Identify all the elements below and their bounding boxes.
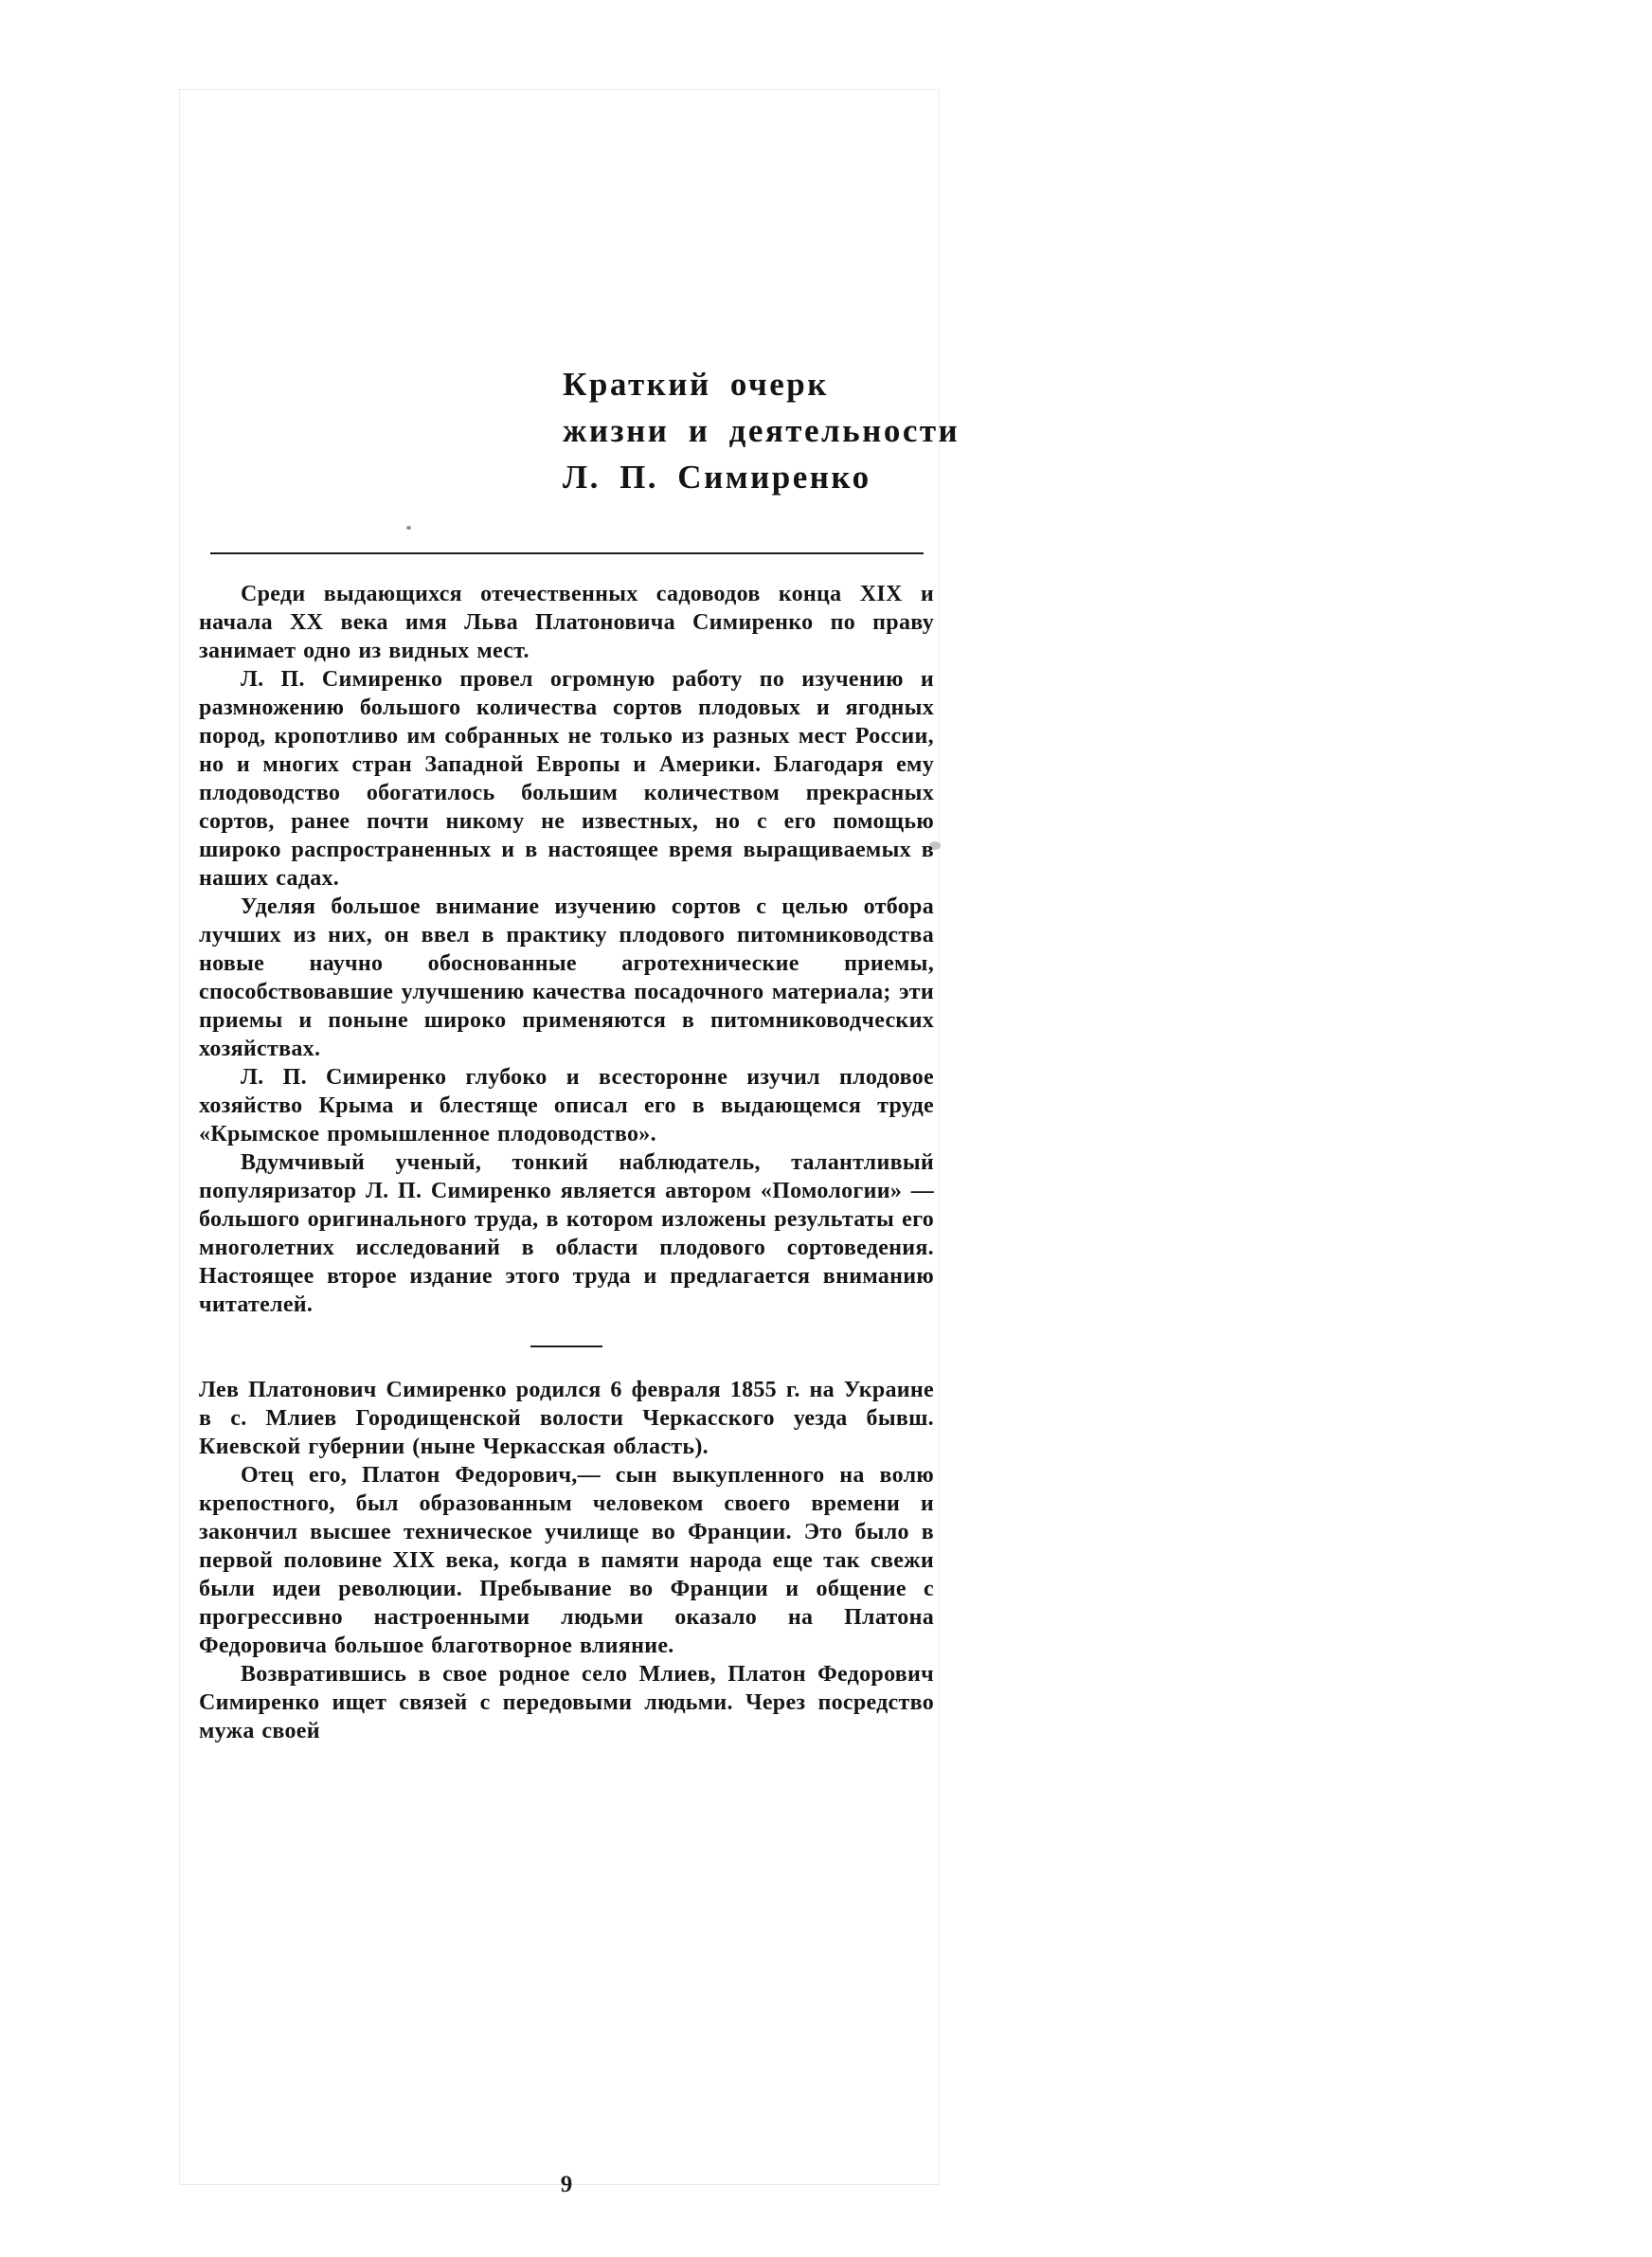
title-divider-rule <box>210 552 924 554</box>
page-number: 9 <box>560 2172 573 2197</box>
chapter-title-line-3: Л. П. Симиренко <box>563 459 871 496</box>
paragraph: Возвратившись в свое родное село Млиев, Платон Федорович Симиренко ищет связей с передовыми людьми. Через посредство мужа своей <box>199 1662 934 1743</box>
paragraph: Лев Платонович Симиренко родился 6 февраля 1855 г. на Украине в с. Млиев Городищенской волости Черкасского уезда бывш. Киевской губернии (ныне Черкасская область). <box>199 1378 934 1459</box>
chapter-title <box>563 361 960 500</box>
body-text <box>199 580 934 1745</box>
paragraph: Л. П. Симиренко провел огромную работу по изучению и размножению большого количества сортов плодовых и ягодных пород, кропотливо им собранных не только из разных мест России, но и многих стран Западной Европы и Америки. Благодаря ему плодоводство обогатилось большим количеством прекрасных сортов, ранее почти никому не известных, но с его помощью широко распространенных и в настоящее время выращиваемых в наших садах. <box>199 667 934 891</box>
paragraph: Отец его, Платон Федорович,— сын выкупленного на волю крепостного, был образованным человеком своего времени и закончил высшее техническое училище во Франции. Это было в первой половине XIX века, когда в памяти народа еще так свежи были идеи революции. Пребывание во Франции и общение с прогрессивно настроенными людьми оказало на Платона Федоровича большое благотворное влияние. <box>199 1463 934 1658</box>
paragraph: Л. П. Симиренко глубоко и всесторонне изучил плодовое хозяйство Крыма и блестяще описал его в выдающемся труде «Крымское промышленное плодоводство». <box>199 1065 934 1147</box>
paragraph: Среди выдающихся отечественных садоводов конца XIX и начала XX века имя Льва Платоновича Симиренко по праву занимает одно из видных мест. <box>199 582 934 663</box>
chapter-title-line-1: Краткий очерк <box>563 366 829 403</box>
chapter-title-line-2: жизни и деятельности <box>563 412 961 449</box>
section-divider-rule <box>530 1345 602 1347</box>
paragraph: Вдумчивый ученый, тонкий наблюдатель, талантливый популяризатор Л. П. Симиренко является автором «Помологии» — большого оригинального труда, в котором изложены результаты его многолетних исследований в области плодового сортоведения. Настоящее второе издание этого труда и предлагается вниманию читателей. <box>199 1150 934 1317</box>
scan-artifact <box>406 526 411 530</box>
paragraph: Уделяя большое внимание изучению сортов с целью отбора лучших из них, он ввел в практику плодового питомниководства новые научно обоснованные агротехнические приемы, способствовавшие улучшению качества посадочного материала; эти приемы и поныне широко применяются в питомниководческих хозяйствах. <box>199 894 934 1061</box>
